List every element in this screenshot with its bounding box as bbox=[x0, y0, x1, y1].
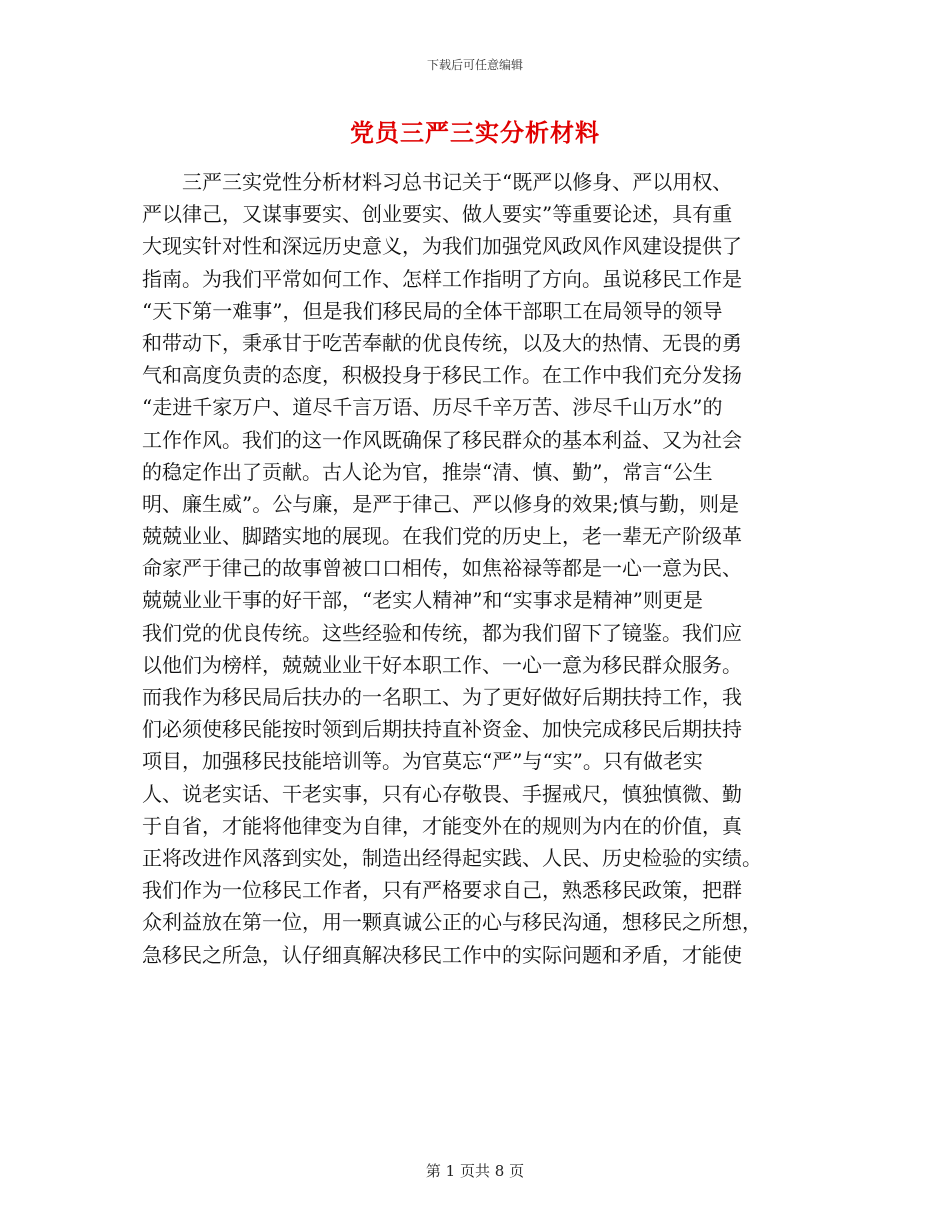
paragraph-line: 的稳定作出了贡献。古人论为官，推崇“清、慎、勤”，常言“公生 bbox=[142, 459, 713, 484]
paragraph-line: “天下第一难事”，但是我们移民局的全体干部职工在局领导的领导 bbox=[142, 298, 723, 323]
paragraph-line: 三严三实党性分析材料习总书记关于“既严以修身、严以用权、 bbox=[182, 170, 733, 194]
paragraph-line: 众利益放在第一位，用一颗真诚公正的心与移民沟通，想移民之所想， bbox=[142, 910, 762, 935]
paragraph-line: 指南。为我们平常如何工作、怎样工作指明了方向。虽说移民工作是 bbox=[142, 266, 742, 291]
paragraph-line: 严以律己，又谋事要实、创业要实、做人要实”等重要论述，具有重 bbox=[142, 202, 733, 227]
paragraph-line: 气和高度负责的态度，积极投身于移民工作。在工作中我们充分发扬 bbox=[142, 363, 742, 388]
header-note: 下载后可任意编辑 bbox=[426, 58, 523, 72]
paragraph-line: 和带动下，秉承甘于吃苦奉献的优良传统，以及大的热情、无畏的勇 bbox=[142, 330, 742, 355]
paragraph-line: 而我作为移民局后扶办的一名职工、为了更好做好后期扶持工作，我 bbox=[142, 685, 742, 709]
document-title: 党员三严三实分析材料 bbox=[350, 118, 600, 147]
paragraph-line: 项目，加强移民技能培训等。为官莫忘“严”与“实”。只有做老实 bbox=[142, 749, 703, 774]
paragraph-line: 兢兢业业、脚踏实地的展现。在我们党的历史上，老一辈无产阶级革 bbox=[142, 524, 742, 549]
body-text bbox=[142, 166, 814, 971]
paragraph-line: 正将改进作风落到实处，制造出经得起实践、人民、历史检验的实绩。 bbox=[142, 845, 762, 870]
paragraph-line: 以他们为榜样，兢兢业业干好本职工作、一心一意为移民群众服务。 bbox=[142, 652, 742, 677]
paragraph-line: 大现实针对性和深远历史意义，为我们加强党风政风作风建设提供了 bbox=[142, 234, 742, 259]
paragraph-line: 们必须使移民能按时领到后期扶持直补资金、加快完成移民后期扶持 bbox=[142, 717, 742, 742]
paragraph-line: 急移民之所急，认仔细真解决移民工作中的实际问题和矛盾，才能使 bbox=[142, 942, 742, 967]
paragraph-line: 于自省，才能将他律变为自律，才能变外在的规则为内在的价值，真 bbox=[142, 813, 742, 838]
paragraph-line: “走进千家万户、道尽千言万语、历尽千辛万苦、涉尽千山万水”的 bbox=[142, 395, 723, 420]
paragraph-line: 我们党的优良传统。这些经验和传统，都为我们留下了镜鉴。我们应 bbox=[142, 620, 742, 645]
paragraph-line: 我们作为一位移民工作者，只有严格要求自己，熟悉移民政策，把群 bbox=[142, 878, 742, 903]
paragraph-line: 明、廉生威”。公与廉，是严于律己、严以修身的效果;慎与勤，则是 bbox=[142, 491, 739, 516]
paragraph-line: 工作作风。我们的这一作风既确保了移民群众的基本利益、又为社会 bbox=[142, 427, 742, 452]
paragraph-line: 兢兢业业干事的好干部，“老实人精神”和“实事求是精神”则更是 bbox=[142, 588, 703, 613]
paragraph-line: 命家严于律己的故事曾被口口相传，如焦裕禄等都是一心一意为民、 bbox=[142, 556, 742, 581]
page-number-footer: 第 1 页共 8 页 bbox=[425, 1162, 525, 1180]
paragraph-line: 人、说老实话、干老实事，只有心存敬畏、手握戒尺，慎独慎微、勤 bbox=[142, 781, 742, 806]
